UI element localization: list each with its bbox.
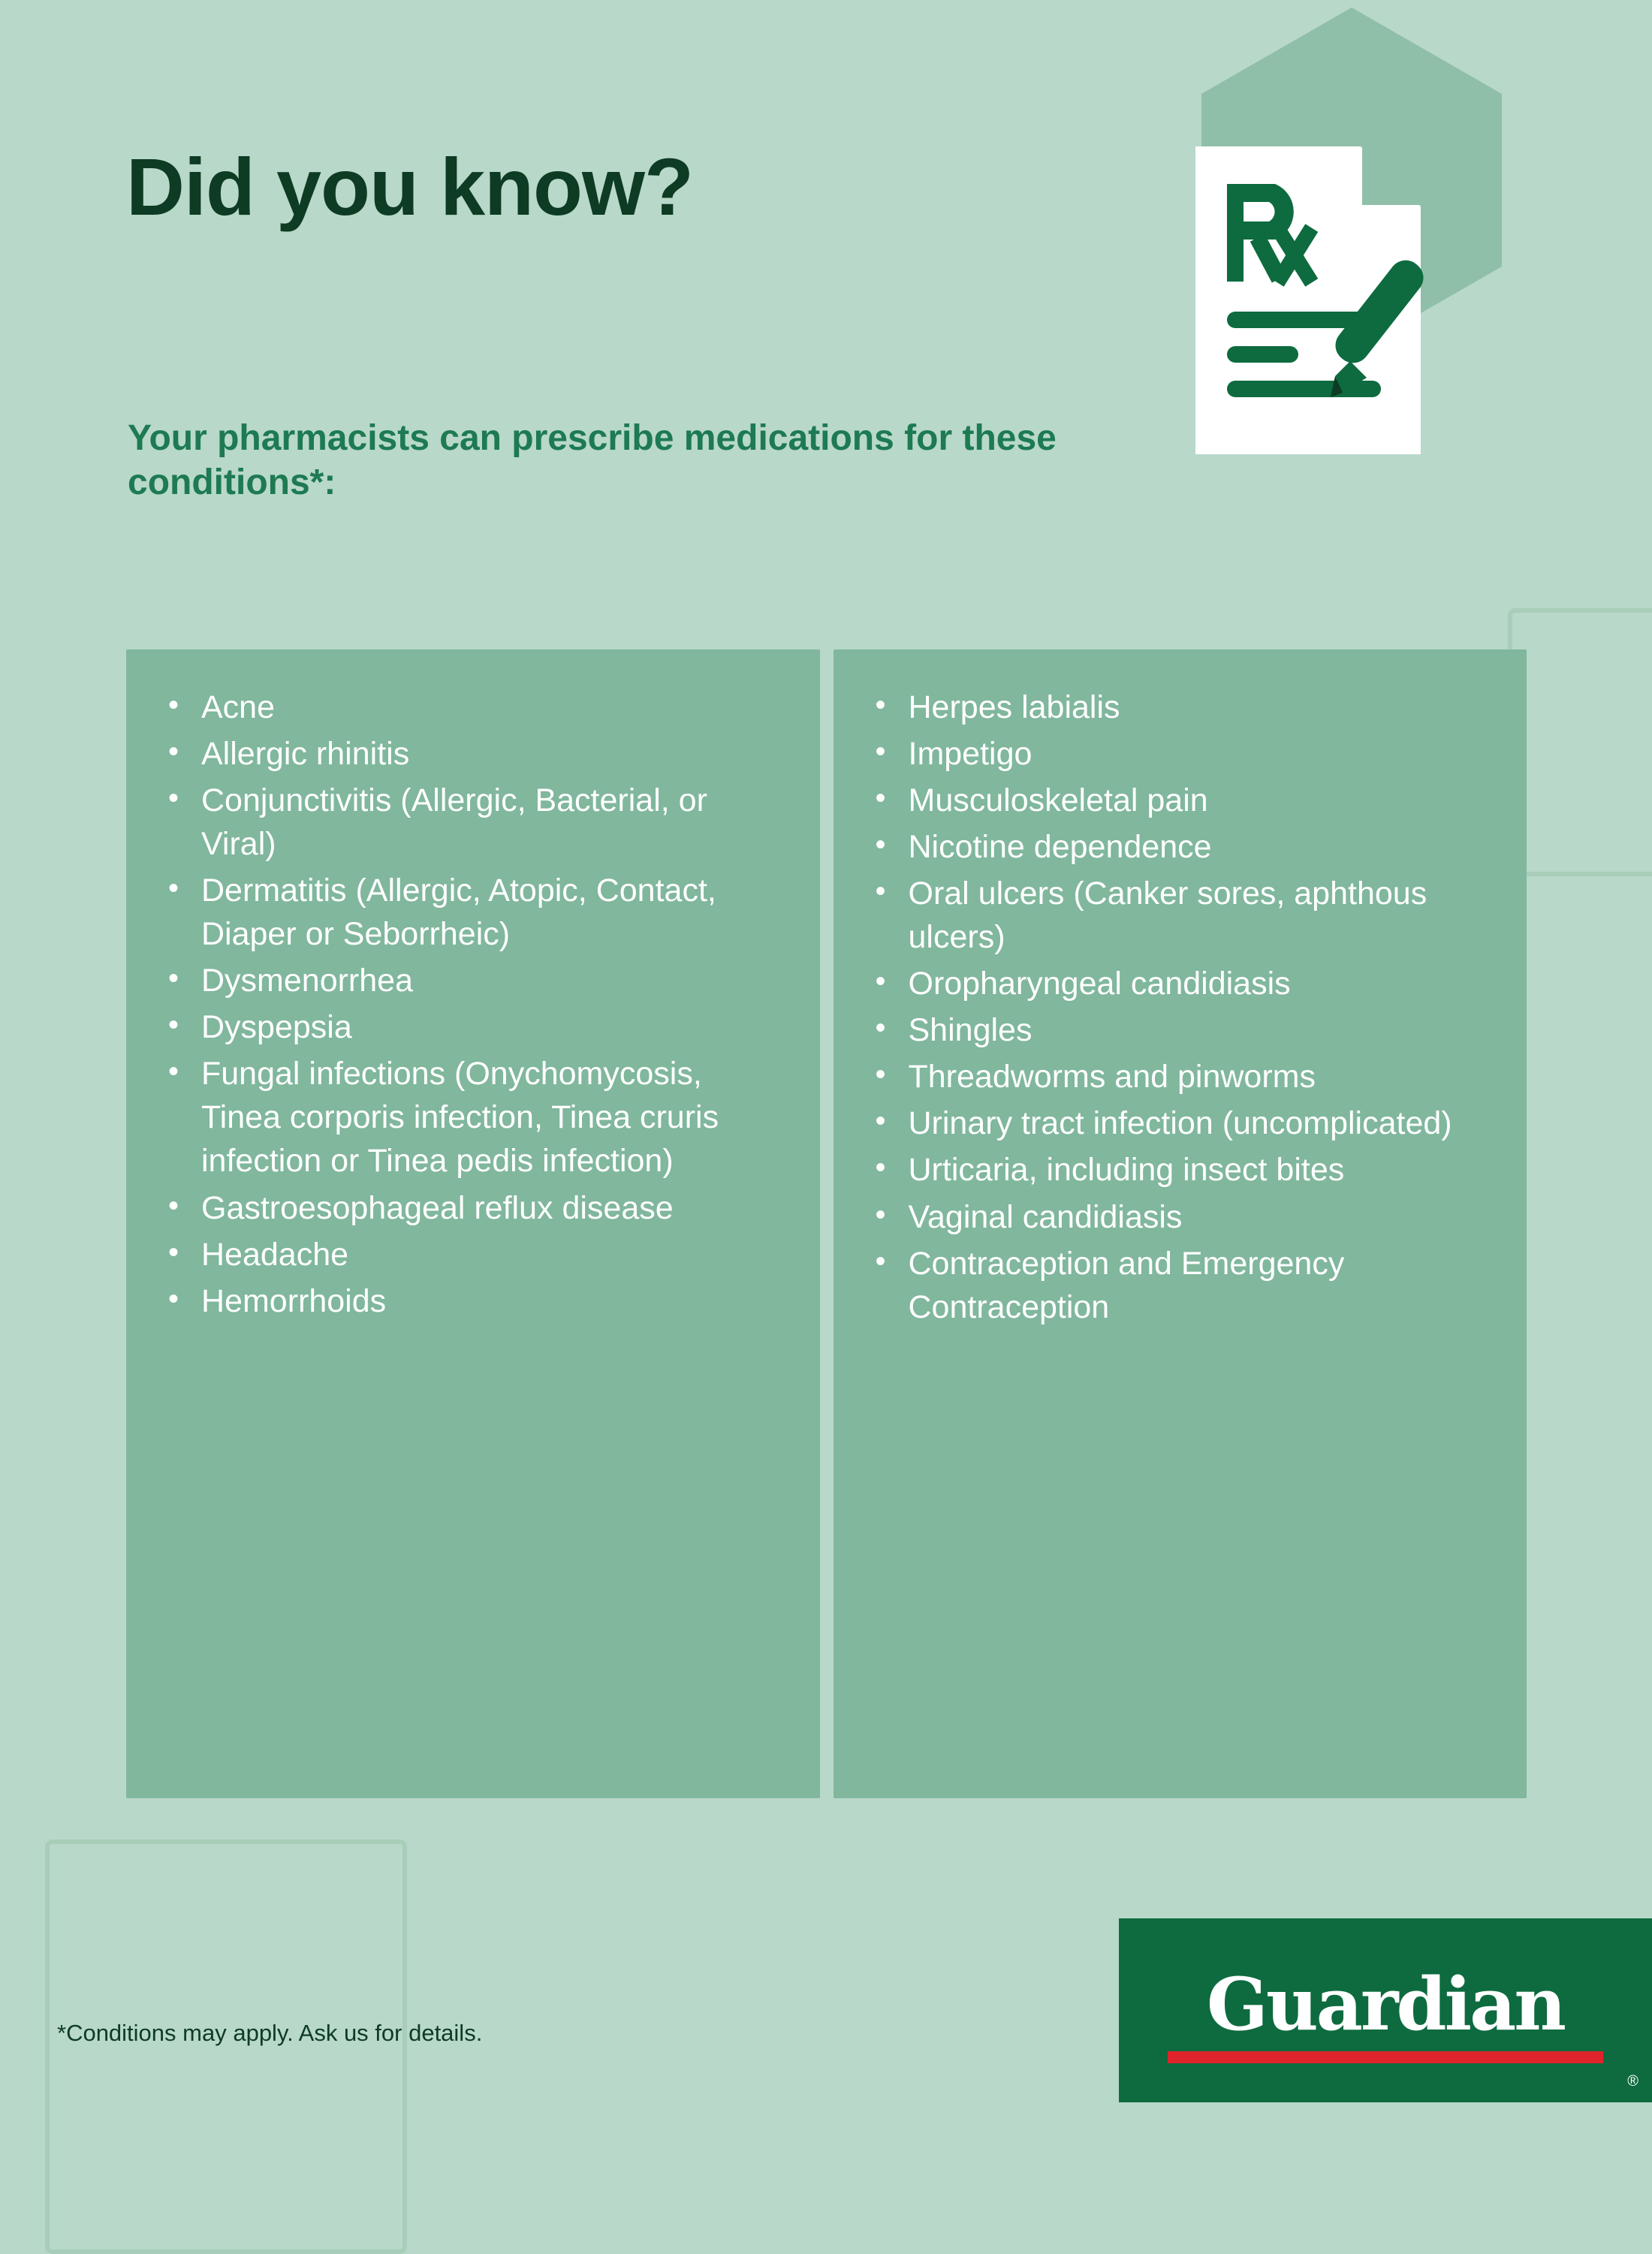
list-item: • Fungal infections (Onychomycosis, Tinea corporis infection, Tinea cruris infection or Tinea pedis infection)	[156, 1052, 790, 1183]
list-item: • Hemorrhoids	[156, 1279, 790, 1323]
list-item: • Musculoskeletal pain	[864, 779, 1497, 822]
hexagon-outline-right	[1508, 608, 1652, 876]
list-item: • Allergic rhinitis	[156, 732, 790, 776]
list-item: • Urticaria, including insect bites	[864, 1148, 1497, 1192]
list-item: • Headache	[156, 1233, 790, 1276]
hexagon-outline-bottom-left	[45, 1840, 407, 2254]
list-item: • Contraception and Emergency Contraception	[864, 1242, 1497, 1329]
conditions-panels	[126, 649, 1527, 1798]
list-item: • Vaginal candidiasis	[864, 1195, 1497, 1239]
page-title: Did you know?	[126, 141, 693, 232]
conditions-column-left	[126, 649, 820, 1798]
list-item: • Dysmenorrhea	[156, 959, 790, 1002]
list-item: • Urinary tract infection (uncomplicated)	[864, 1101, 1497, 1145]
list-item: • Oropharyngeal candidiasis	[864, 962, 1497, 1005]
list-item: • Conjunctivitis (Allergic, Bacterial, or Viral)	[156, 779, 790, 866]
logo-red-rule	[1168, 2051, 1603, 2063]
footnote-disclaimer: *Conditions may apply. Ask us for details.	[57, 2020, 483, 2046]
guardian-logo	[1119, 1918, 1652, 2102]
page-subtitle: Your pharmacists can prescribe medications for these conditions*:	[128, 418, 1057, 502]
conditions-column-right	[834, 649, 1527, 1798]
list-item: • Threadworms and pinworms	[864, 1055, 1497, 1098]
logo-wordmark: Guardian	[1206, 1961, 1565, 2047]
list-item: • Nicotine dependence	[864, 825, 1497, 869]
conditions-list-left	[156, 686, 790, 1323]
rx-prescription-pen-icon	[1188, 139, 1443, 462]
list-item: • Oral ulcers (Canker sores, aphthous ulcers)	[864, 872, 1497, 959]
list-item: • Dermatitis (Allergic, Atopic, Contact, Diaper or Seborrheic)	[156, 869, 790, 956]
conditions-list-right	[864, 686, 1497, 1329]
list-item: • Dyspepsia	[156, 1005, 790, 1049]
list-item: • Shingles	[864, 1008, 1497, 1052]
list-item: • Acne	[156, 686, 790, 729]
list-item: • Gastroesophageal reflux disease	[156, 1186, 790, 1230]
list-item: • Impetigo	[864, 732, 1497, 776]
list-item: • Herpes labialis	[864, 686, 1497, 729]
registered-trademark-mark: ®	[1627, 2073, 1638, 2090]
